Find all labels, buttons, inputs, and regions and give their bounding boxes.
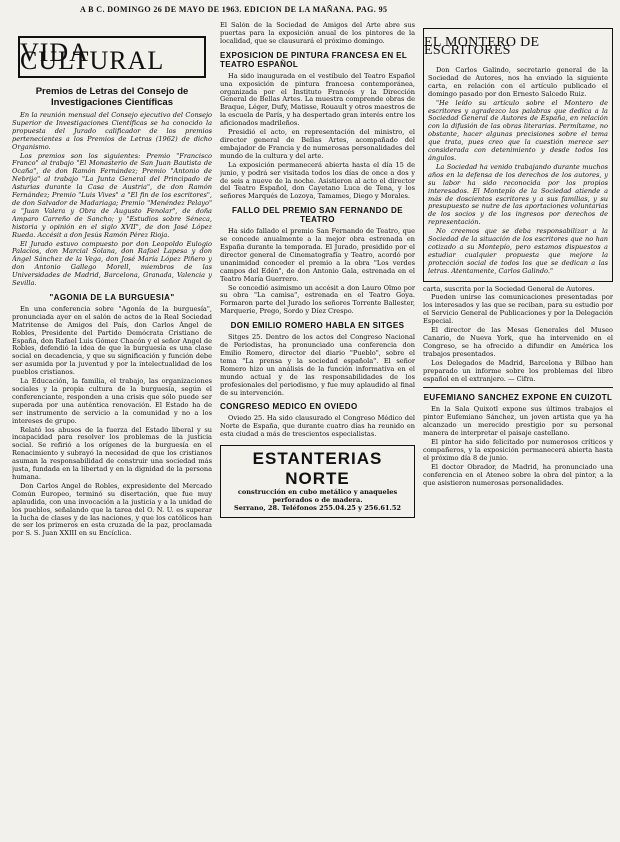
- headline-emilio-romero: DON EMILIO ROMERO HABLA EN SITGES: [230, 321, 405, 331]
- section-title-box: [18, 36, 206, 78]
- paragraph: La Educación, la familia, el trabajo, las organizaciones sociales y la propia cultura de la burguesía, según el conferenciante, responden a una crisis que sólo puede ser superada por una auténtica renovación. El Estado ha de ser instrumento de servicio a la comunidad y no a los intereses de grupo.: [12, 377, 212, 425]
- section-title: VIDA CULTURAL: [20, 38, 165, 75]
- montero-article: [423, 64, 613, 282]
- paragraph: El Jurado estuvo compuesto por don Leopoldo Eulogio Palacios, don Marcial Solana, don Rafael Lapesa y don Ángel Sánchez de la Vega, don José María López Piñero y don Antonio Gallego Morell, miembros de las Universidades de Madrid, Barcelona, Granada, Valencia y Sevilla.: [12, 239, 212, 288]
- paragraph: Los Delegados de Madrid, Barcelona y Bilbao han preparado un informe sobre los problemas del libro español en el extranjero. — Cifra.: [423, 358, 613, 383]
- ad-address: Serrano, 28. Teléfonos 255.04.25 y 256.61.52: [233, 503, 402, 512]
- ad-text: construcción en cubo metálico y anaqueles perforados o de madera.: [237, 488, 398, 504]
- montero-title: EL MONTERO DE ESCRITORES: [424, 34, 540, 58]
- paragraph: Los premios son los siguientes: Premio "Francisco Franco" al trabajo "El Monasterio de San Juan Bautista de Ocaña", de don Ramón Fernández; Premio "Antonio de Nebrija" al trabajo "La Junta General del Principado de Asturias durante la Casa de Austria", de don Ramón Fernández; Premio "Luis Vives" a "El fin de los escritores", de don Salvador de Madariaga; Premio "Menéndez Pelayo" a "Juan Valera y Obra de Augusto Fenolar", de doña Amparo Carreño de Sancho; y "Estudios sobre Séneca, historia y opinión en el siglo XVII", de don José López Rueda. Accésit a don Jesús Ramón Pérez Rioja.: [12, 151, 212, 239]
- paragraph: El director de las Mesas Generales del Museo Canario, de Nueva York, que ha intervenido en el Congreso, se ha ofrecido a difundir en América los trabajos presentados.: [423, 326, 613, 358]
- paragraph: La Sociedad ha venido trabajando durante muchos años en la defensa de los derechos de los autores, y su labor ha sido reconocida por los propios interesados. El Montepío de la Sociedad atiende a más de doscientos escritores y a sus familias, y su presupuesto se nutre de las aportaciones voluntarias de los socios y de los ingresos por derechos de representación.: [428, 162, 608, 227]
- paragraph: En una conferencia sobre "Agonía de la burguesía", pronunciada ayer en el salón de actos de la Real Sociedad Matritense de Amigos del País, don Carlos Ángel de Robles, Presidente del Partido Demócrata Cristiano de España, don Rafael Luis Gómez Chacón y el señor Angel de Robles, defendió la idea de que la burguesía es una clase social en decadencia, y que su significación y función debe ser asumida por la juventud y por la intelectualidad de los pueblos cristianos.: [12, 304, 212, 377]
- paragraph: El pintor ha sido felicitado por numerosos críticos y compañeros, y la exposición permanecerá abierta hasta el próximo día 8 de junio.: [423, 438, 613, 462]
- page-header: A B C. DOMINGO 26 DE MAYO DE 1963. EDICION DE LA MAÑANA. PAG. 95: [80, 5, 388, 14]
- paragraph: Don Carlos Galindo, secretario general de la Sociedad de Autores, nos ha enviado la siguiente carta, en relación con el artículo publicado el domingo pasado por don Ernesto Salcedo Ruiz.: [428, 66, 608, 98]
- column-right: [423, 22, 613, 830]
- advertisement-estanterias: [220, 445, 415, 517]
- paragraph: Pueden unirse las comunicaciones presentadas por los interesados y las que se reciban, para su estudio por el Servicio General de Publicaciones y por la Delegación Especial.: [423, 293, 613, 326]
- paragraph: En la Sala Quixotl expone sus últimos trabajos el pintor Eufemiano Sánchez, un joven artista que ya ha alcanzado un merecido prestigio por su personal manera de interpretar el paisaje castellano.: [423, 405, 613, 438]
- montero-title-box: [423, 28, 613, 64]
- paragraph: Ha sido fallado el premio San Fernando de Teatro, que se concede anualmente a la mejor obra estrenada en España durante la temporada. El Jurado, presidido por el director general de Cinematografía y Teatro, acordó por unanimidad conceder el premio a la obra "Los verdes campos del Edén", de don Antonio Gala, estrenada en el Teatro María Guerrero.: [220, 227, 415, 283]
- paragraph: Presidió el acto, en representación del ministro, el director general de Bellas Artes, acompañado del embajador de Francia y de numerosas personalidades del mundo de la cultura y del arte.: [220, 128, 415, 160]
- headline-agonia: "AGONIA DE LA BURGUESIA": [49, 292, 175, 302]
- headline-fallo: FALLO DEL PREMIO SAN FERNANDO DE TEATRO: [232, 206, 403, 225]
- paragraph: Ha sido inaugurada en el vestíbulo del Teatro Español una exposición de pintura francesa contemporánea, organizada por el Instituto Francés y la Dirección General de Bellas Artes. La muestra comprende obras de Braque, Léger, Dufy, Matisse, Rouault y otros maestros de la escuela de París, y ha despertado gran interés entre los aficionados madrileños.: [220, 71, 415, 128]
- ad-title: ESTANTERIAS NORTE: [252, 449, 383, 489]
- paragraph: En la reunión mensual del Consejo ejecutivo del Consejo Superior de Investigaciones Científicas se ha conocido la propuesta del Jurado calificador de los premios pertenecientes a los Premios de Letras (1962) de dicho Organismo.: [12, 111, 212, 151]
- paragraph: Sitges 25. Dentro de los actos del Congreso Nacional de Periodistas, ha pronunciado una conferencia don Emilio Romero, director del diario "Pueblo", sobre el tema "La prensa y la sociedad española". El señor Romero hizo un análisis de la función informativa en el mundo actual y de las responsabilidades de los profesionales del periodismo, y fue muy aplaudido al final de su intervención.: [220, 333, 415, 397]
- divider: [423, 387, 613, 388]
- column-middle: [220, 22, 415, 830]
- paragraph: La exposición permanecerá abierta hasta el día 15 de junio, y podrá ser visitada todos los días de once a dos y de seis a nueve de la noche. Asistieron al acto el director del Teatro Español, don Cayetano Luca de Tena, y los señores Marqués de Lozoya, Tamames, Diego y Morales.: [220, 160, 415, 201]
- paragraph: No creemos que se deba responsabilizar a la Sociedad de la situación de los escritores que no han cotizado a su Montepío, pero estamos dispuestos a estudiar cualquier propuesta que mejore la protección social de todos los que se dedican a las letras. Atentamente, Carlos Galindo.": [428, 227, 608, 275]
- paragraph: Don Carlos Angel de Robles, expresidente del Mercado Común Europeo, terminó su disertación, que fue muy aplaudida, con una invocación a la justicia y a la unidad de los pueblos, señalando que la tarea del O. N. U. es superar la lucha de clases y de las naciones, y que los católicos han de ser los primeros en esta cruzada de la paz, proclamada por S. S. Juan XXIII en su Encíclica.: [12, 481, 212, 538]
- paragraph: El Salón de la Sociedad de Amigos del Arte abre sus puertas para la exposición anual de los pintores de la localidad, que se clausurará el próximo domingo.: [220, 22, 415, 45]
- headline-congreso: CONGRESO MEDICO EN OVIEDO: [220, 402, 358, 412]
- headline-premios: Premios de Letras del Consejo de Investigaciones Científicas: [35, 86, 189, 108]
- paragraph: Oviedo 25. Ha sido clausurado el Congreso Médico del Norte de España, que durante cuatro días ha reunido en esta ciudad a más de trescientos especialistas.: [220, 414, 415, 439]
- paragraph: carta, suscrita por la Sociedad General de Autores.: [423, 284, 595, 293]
- paragraph: El doctor Obrador, de Madrid, ha pronunciado una conferencia en el Ateneo sobre la obra del pintor, a la que asistieron numerosas personalidades.: [423, 462, 613, 487]
- headline-exposicion: EXPOSICION DE PINTURA FRANCESA EN EL TEATRO ESPAÑOL: [220, 50, 408, 69]
- column-left: [12, 22, 212, 830]
- paragraph: Se concedió asimismo un accésit a don Lauro Olmo por su obra "La camisa", estrenada en el Teatro Goya. Formaron parte del Jurado los señores Torrente Ballester, Marquerie, Prego, Sordo y Díez Crespo.: [220, 283, 415, 316]
- paragraph: "He leído su artículo sobre el Montero de escritores y agradezco las palabras que dedica a la Sociedad General de Autores de España, en relación con la difusión de las obras literarias. Permítame, no obstante, hacer algunas precisiones sobre el tema que trata, pues creo que la cuestión merece ser considerada con detenimiento y desde todos los ángulos.: [428, 98, 608, 162]
- headline-eufemiano: EUFEMIANO SANCHEZ EXPONE EN CUIZOTL: [423, 393, 613, 403]
- paragraph: Relató los abusos de la fuerza del Estado liberal y su incapacidad para resolver los problemas de la justicia social. Se refirió a los orígenes de la burguesía en el Renacimiento y subrayó la necesidad de que los cristianos asuman la responsabilidad de construir una sociedad más justa, fundada en la libertad y en la dignidad de la persona humana.: [12, 425, 212, 481]
